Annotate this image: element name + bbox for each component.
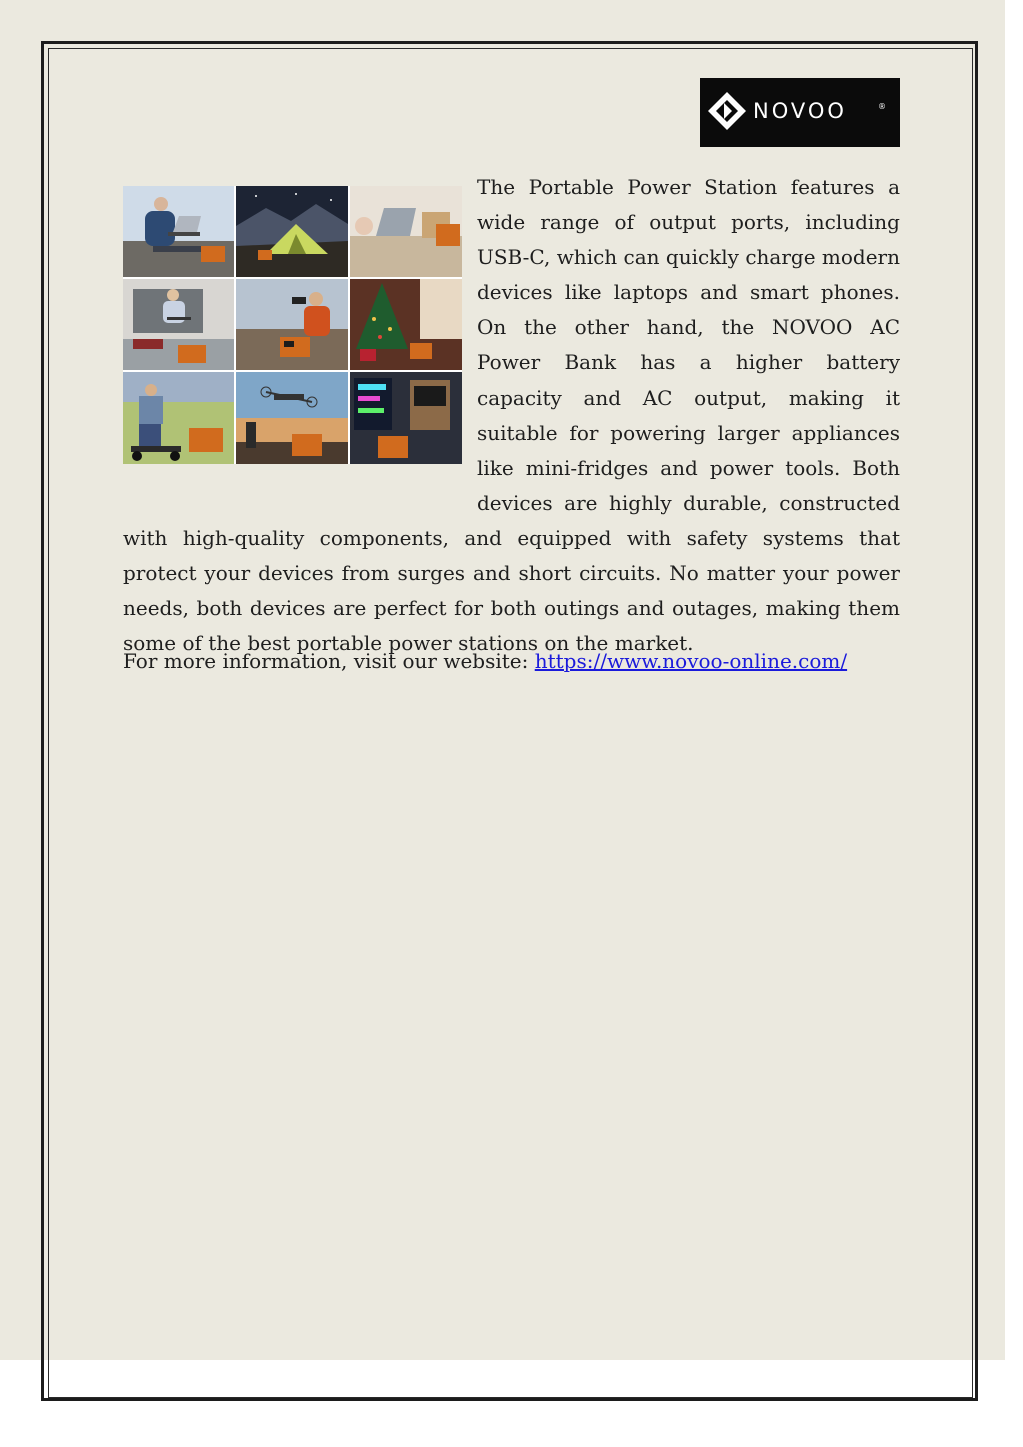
diamond-logo-icon bbox=[700, 78, 900, 147]
website-link[interactable]: https://www.novoo-online.com/ bbox=[534, 649, 848, 673]
body-paragraph-text: The Portable Power Station features a wide range of output ports, including USB-C, which can quickly charge modern devices like laptops and smart phones. On the other hand, the NOVOO AC Power Bank has a higher battery capacity and AC output, making it suitable for powering larger appliances like mini-fridges and power tools. Both devices are highly durable, constructed with high-quality components, and equipped with safety systems that protect your devices from surges and short circuits. No matter your power needs, both devices are perfect for both outings and outages, making them some of the best portable power stations on the market. bbox=[123, 175, 900, 656]
more-info-line bbox=[123, 644, 847, 679]
logo-wordmark: NOVOO bbox=[753, 99, 847, 123]
image-wrap-spacer bbox=[123, 170, 477, 486]
novoo-logo bbox=[700, 78, 900, 147]
logo-registered-mark: ® bbox=[878, 102, 886, 111]
more-info-label: For more information, visit our website: bbox=[123, 649, 535, 673]
body-paragraph bbox=[123, 170, 900, 661]
